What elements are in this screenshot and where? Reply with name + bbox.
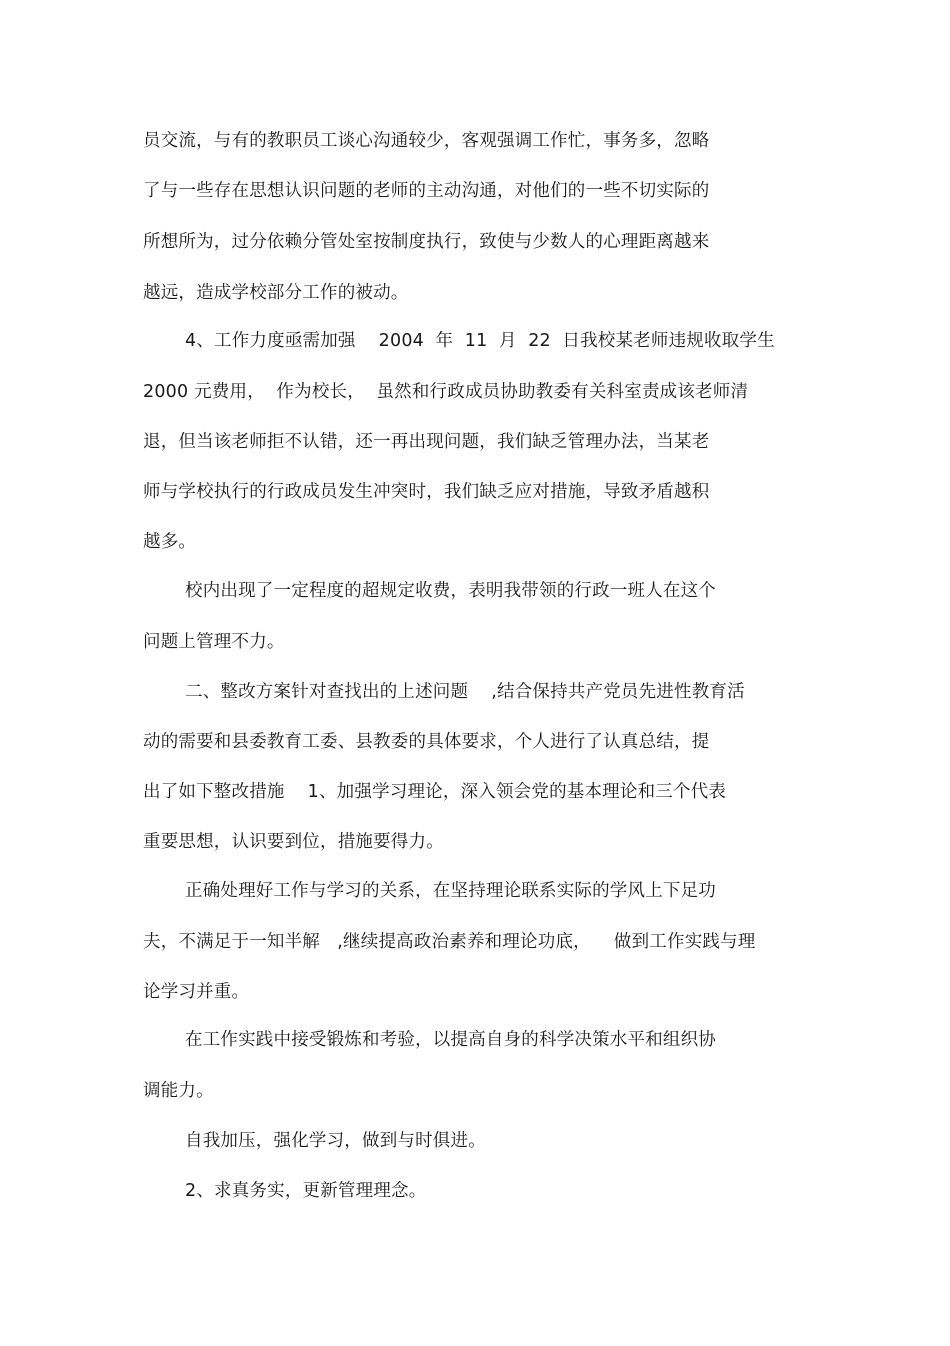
text-line: 正确处理好工作与学习的关系，在坚持理论联系实际的学风上下足功 — [185, 881, 716, 901]
text-line: 校内出现了一定程度的超规定收费，表明我带领的行政一班人在这个 — [185, 581, 716, 601]
text-line: 问题上管理不力。 — [143, 632, 285, 652]
text-line: 所想所为，过分依赖分管处室按制度执行，致使与少数人的心理距离越来 — [143, 232, 710, 252]
text-line: 越多。 — [143, 532, 197, 552]
text-line: 2000 元费用， 作为校长， 虽然和行政成员协助教委有关科室责成该老师清 — [143, 382, 749, 402]
text-line: 重要思想，认识要到位，措施要得力。 — [143, 832, 444, 852]
text-line: 夫，不满足于一知半解 ,继续提高政治素养和理论功底， 做到工作实践与理 — [143, 932, 756, 952]
text-line: 在工作实践中接受锻炼和考验，以提高自身的科学决策水平和组织协 — [185, 1030, 716, 1050]
text-line: 员交流，与有的教职员工谈心沟通较少，客观强调工作忙，事务多，忽略 — [143, 131, 710, 151]
text-line: 师与学校执行的行政成员发生冲突时，我们缺乏应对措施，导致矛盾越积 — [143, 482, 710, 502]
text-line: 出了如下整改措施 1、加强学习理论，深入领会党的基本理论和三个代表 — [143, 782, 727, 802]
text-line: 了与一些存在思想认识问题的老师的主动沟通，对他们的一些不切实际的 — [143, 181, 710, 201]
text-line: 越远，造成学校部分工作的被动。 — [143, 283, 409, 303]
text-line: 退，但当该老师拒不认错，还一再出现问题，我们缺乏管理办法，当某老 — [143, 432, 710, 452]
text-line: 2、求真务实，更新管理理念。 — [185, 1181, 427, 1201]
text-line: 4、工作力度亟需加强 2004 年 11 月 22 日我校某老师违规收取学生 — [185, 331, 775, 351]
text-line: 调能力。 — [143, 1081, 214, 1101]
text-line: 二、整改方案针对查找出的上述问题 ,结合保持共产党员先进性教育活 — [185, 682, 745, 702]
text-line: 动的需要和县委教育工委、县教委的具体要求，个人进行了认真总结，提 — [143, 732, 710, 752]
text-line: 论学习并重。 — [143, 982, 250, 1002]
text-line: 自我加压，强化学习，做到与时俱进。 — [185, 1131, 486, 1151]
